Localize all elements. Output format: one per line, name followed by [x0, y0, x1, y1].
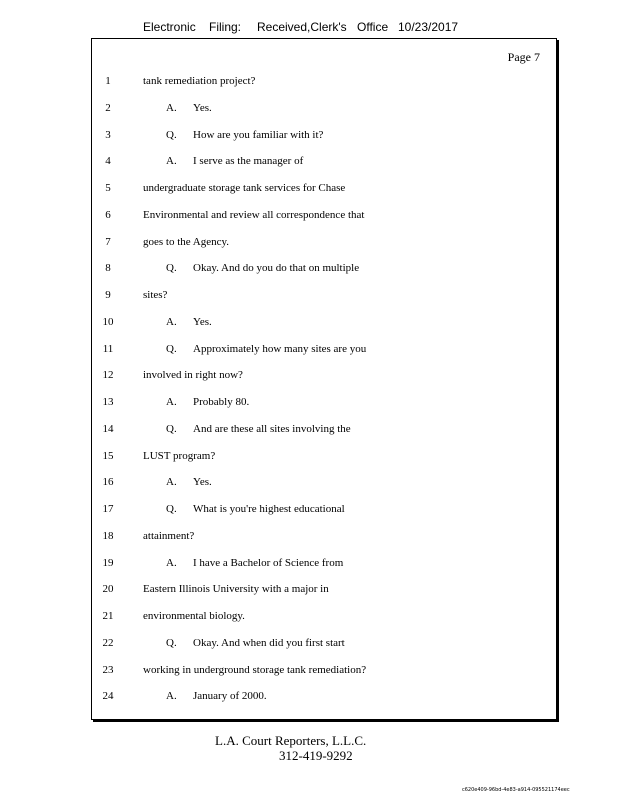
line-body: January of 2000. — [193, 690, 267, 703]
line-number: 15 — [102, 449, 114, 462]
transcript-line — [0, 662, 618, 678]
answer-marker: A. — [166, 315, 177, 328]
transcript-line — [0, 688, 618, 704]
transcript-line — [0, 555, 618, 571]
line-number: 21 — [102, 610, 114, 622]
line-number: 20 — [102, 583, 114, 596]
line-body: goes to the Agency. — [143, 235, 230, 248]
document-id: c620e409-96bd-4e83-a914-095521174eec — [462, 787, 570, 793]
transcript-line — [0, 635, 618, 651]
transcript-line — [0, 394, 618, 410]
transcript-line — [0, 314, 618, 330]
line-number: 24 — [102, 690, 114, 703]
line-text — [166, 688, 267, 704]
line-body: LUST program? — [143, 449, 216, 462]
stamp-word: Electronic — [143, 20, 196, 34]
line-text — [143, 581, 329, 597]
question-marker: Q. — [166, 503, 177, 515]
transcript-line — [0, 341, 618, 357]
line-text — [166, 421, 351, 437]
answer-marker: A. — [166, 556, 177, 569]
line-text — [166, 260, 359, 276]
line-number: 22 — [102, 636, 114, 649]
line-text — [166, 394, 249, 410]
line-body: Environmental and review all correspondence that — [143, 208, 365, 221]
question-marker: Q. — [166, 342, 177, 355]
line-text — [166, 100, 212, 116]
filing-stamp — [143, 20, 458, 34]
line-body: What is you're highest educational — [193, 503, 345, 515]
transcript-line — [0, 528, 618, 544]
line-number: 13 — [102, 396, 114, 408]
line-body: Okay. And when did you first start — [193, 636, 345, 649]
line-text — [143, 180, 345, 196]
question-marker: Q. — [166, 422, 177, 435]
answer-marker: A. — [166, 101, 177, 114]
answer-marker: A. — [166, 155, 177, 168]
line-body: Yes. — [193, 101, 212, 114]
line-body: Eastern Illinois University with a major in — [143, 583, 329, 596]
stamp-date: 10/23/2017 — [398, 20, 459, 34]
line-text — [166, 127, 323, 143]
line-number: 8 — [105, 262, 111, 275]
question-marker: Q. — [166, 636, 177, 649]
line-number: 10 — [102, 315, 114, 328]
answer-marker: A. — [166, 690, 177, 703]
line-text — [143, 608, 245, 624]
line-text — [166, 501, 345, 517]
line-body: attainment? — [143, 529, 195, 542]
stamp-word: Filing: — [209, 20, 242, 34]
stamp-word: Received,Clerk's — [257, 20, 347, 34]
line-body: tank remediation project? — [143, 75, 256, 87]
line-body: Approximately how many sites are you — [193, 342, 367, 355]
line-text — [143, 662, 366, 678]
line-text — [143, 73, 255, 89]
line-text — [143, 207, 364, 223]
line-number: 12 — [102, 369, 114, 382]
line-text — [166, 314, 212, 330]
transcript-line — [0, 608, 618, 624]
line-text — [166, 635, 345, 651]
line-body: undergraduate storage tank services for Chase — [143, 182, 346, 194]
line-number: 3 — [105, 128, 111, 141]
court-reporter-name: L.A. Court Reporters, L.L.C. — [215, 733, 367, 748]
transcript-line — [0, 207, 618, 223]
transcript-line — [0, 581, 618, 597]
question-marker: Q. — [166, 262, 177, 275]
answer-marker: A. — [166, 396, 177, 408]
line-text — [166, 153, 303, 169]
line-number: 19 — [102, 556, 114, 569]
line-number: 17 — [102, 503, 114, 515]
line-number: 14 — [102, 422, 114, 435]
line-text — [166, 474, 212, 490]
line-body: involved in right now? — [143, 369, 243, 382]
line-number: 7 — [105, 235, 111, 248]
line-number: 4 — [105, 155, 111, 168]
line-body: environmental biology. — [143, 610, 245, 622]
line-body: Yes. — [193, 315, 212, 328]
line-body: And are these all sites involving the — [193, 422, 351, 435]
line-body: I have a Bachelor of Science from — [193, 556, 344, 569]
transcript-line — [0, 234, 618, 250]
stamp-word: Office — [357, 20, 389, 34]
transcript-line — [0, 287, 618, 303]
line-body: How are you familiar with it? — [193, 128, 324, 141]
line-number: 16 — [102, 476, 114, 489]
line-text — [143, 287, 167, 303]
line-text — [166, 341, 366, 357]
line-text — [166, 555, 343, 571]
line-number: 1 — [105, 75, 111, 87]
line-number: 6 — [105, 208, 111, 221]
line-body: sites? — [143, 289, 168, 301]
line-number: 2 — [105, 101, 111, 114]
page-number: Page 7 — [507, 50, 540, 64]
line-number: 18 — [102, 529, 114, 542]
transcript-line — [0, 448, 618, 464]
line-number: 11 — [102, 342, 114, 355]
question-marker: Q. — [166, 128, 177, 141]
transcript-line — [0, 501, 618, 517]
transcript-line — [0, 100, 618, 116]
transcript-line — [0, 180, 618, 196]
transcript-line — [0, 153, 618, 169]
transcript-line — [0, 127, 618, 143]
line-body: I serve as the manager of — [193, 155, 304, 168]
transcript-line — [0, 260, 618, 276]
line-body: Okay. And do you do that on multiple — [193, 262, 360, 275]
line-body: Yes. — [193, 476, 212, 489]
transcript-line — [0, 474, 618, 490]
line-body: working in underground storage tank remediation? — [143, 663, 367, 676]
transcript-line — [0, 367, 618, 383]
line-text — [143, 367, 243, 383]
transcript-line — [0, 73, 618, 89]
line-text — [143, 448, 215, 464]
line-text — [143, 528, 194, 544]
line-number: 9 — [105, 289, 111, 301]
court-reporter-phone: 312-419-9292 — [279, 748, 353, 763]
line-number: 5 — [105, 182, 111, 194]
transcript-line — [0, 421, 618, 437]
answer-marker: A. — [166, 476, 177, 489]
line-number: 23 — [102, 663, 114, 676]
line-body: Probably 80. — [193, 396, 250, 408]
line-text — [143, 234, 229, 250]
